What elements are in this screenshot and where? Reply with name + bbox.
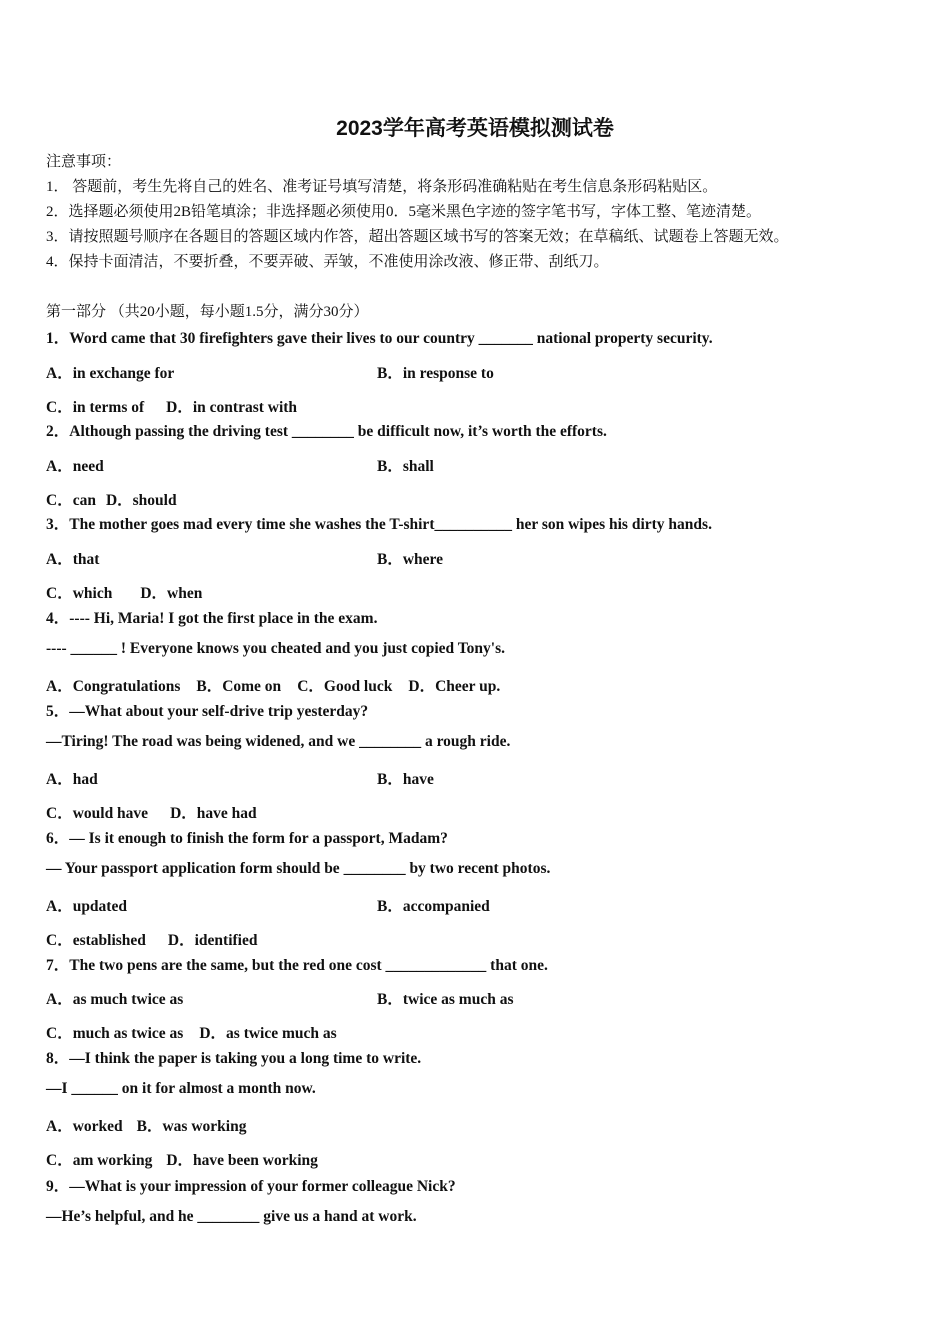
notice-item: 2．选择题必须使用2B铅笔填涂；非选择题必须使用0．5毫米黑色字迹的签字笔书写，字体工整、笔迹清楚。 (46, 204, 762, 220)
question-4-option-d: D．Cheer up. (408, 678, 501, 695)
notice-heading: 注意事项： (46, 154, 122, 170)
question-5-option-d: D．have had (170, 805, 257, 822)
question-2-stem: 2．Although passing the driving test ________ be difficult now, it’s worth the efforts. (46, 423, 607, 440)
question-6-option-c: C．established (46, 932, 146, 949)
part-heading: 第一部分 （共20小题，每小题1.5分，满分30分） (46, 304, 369, 320)
question-3-option-d: D．when (140, 585, 203, 602)
question-2-option-b: B．shall (377, 458, 434, 475)
question-5-stem: 5．—What about your self-drive trip yesterday? (46, 703, 369, 720)
question-6-option-d: D．identified (167, 932, 258, 949)
question-8-options-ab (46, 1114, 246, 1136)
question-8-stem: 8．—I think the paper is taking you a long time to write. (46, 1050, 422, 1067)
question-3-option-a: A．that (46, 551, 100, 568)
question-7-option-b: B．twice as much as (377, 991, 514, 1008)
question-5-option-a: A．had (46, 771, 98, 788)
question-9-stem-reply: —He’s helpful, and he ________ give us a hand at work. (46, 1208, 417, 1225)
question-2-option-d: D．should (105, 492, 177, 509)
notice-item: 1． 答题前，考生先将自己的姓名、准考证号填写清楚，将条形码准确粘贴在考生信息条形码粘贴区。 (46, 179, 718, 195)
question-5-stem-reply: —Tiring! The road was being widened, and we ________ a rough ride. (46, 733, 511, 750)
question-6-options-cd (46, 928, 257, 950)
question-4-stem-reply: ---- ______ ! Everyone knows you cheated and you just copied Tony's. (46, 640, 506, 657)
question-6-stem-reply: — Your passport application form should be ________ by two recent photos. (46, 860, 551, 877)
question-1-stem: 1．Word came that 30 firefighters gave their lives to our country _______ national property security. (46, 330, 713, 347)
question-2-options-cd (46, 488, 177, 510)
question-5-option-c: C．would have (46, 805, 149, 822)
question-4-option-c: C．Good luck (297, 678, 393, 695)
question-8-option-b: B．was working (136, 1118, 247, 1135)
question-3-option-c: C．which (46, 585, 113, 602)
question-2-option-c: C．can (46, 492, 96, 509)
question-8-stem-reply: —I ______ on it for almost a month now. (46, 1080, 316, 1097)
page-title: 2023学年高考英语模拟测试卷 (336, 117, 614, 140)
question-6-option-b: B．accompanied (377, 898, 490, 915)
question-6-option-a: A．updated (46, 898, 127, 915)
question-7-option-a: A．as much twice as (46, 991, 184, 1008)
question-7-option-c: C．much as twice as (46, 1025, 184, 1042)
question-4-stem: 4．---- Hi, Maria! I got the first place in the exam. (46, 610, 378, 627)
question-8-option-c: C．am working (46, 1152, 153, 1169)
question-4-option-b: B．Come on (196, 678, 282, 695)
notice-section (46, 150, 789, 275)
question-8-option-a: A．worked (46, 1118, 123, 1135)
question-7-option-d: D．as twice much as (199, 1025, 337, 1042)
notice-item: 4．保持卡面清洁，不要折叠，不要弄破、弄皱，不准使用涂改液、修正带、刮纸刀。 (46, 254, 609, 270)
notice-item: 3．请按照题号顺序在各题目的答题区域内作答，超出答题区域书写的答案无效；在草稿纸、试题卷上答题无效。 (46, 229, 789, 245)
question-1-option-d: D．in contrast with (166, 399, 298, 416)
question-4-options (46, 674, 500, 696)
question-8-options-cd (46, 1148, 318, 1170)
question-6-stem: 6．— Is it enough to finish the form for a passport, Madam? (46, 830, 448, 847)
question-7-options-cd (46, 1021, 337, 1043)
question-1-option-a: A．in exchange for (46, 365, 175, 382)
question-3-option-b: B．where (377, 551, 444, 568)
question-9-stem: 9．—What is your impression of your former colleague Nick? (46, 1178, 456, 1195)
question-2-option-a: A．need (46, 458, 104, 475)
question-5-options-cd (46, 801, 257, 823)
question-4-option-a: A．Congratulations (46, 678, 181, 695)
question-1-option-c: C．in terms of (46, 399, 145, 416)
question-1-options-cd (46, 395, 297, 417)
question-3-stem: 3．The mother goes mad every time she washes the T-shirt__________ her son wipes his dirty hands. (46, 516, 712, 533)
question-1-option-b: B．in response to (377, 365, 494, 382)
question-8-option-d: D．have been working (166, 1152, 318, 1169)
question-7-stem: 7．The two pens are the same, but the red one cost _____________ that one. (46, 957, 548, 974)
question-3-options-cd (46, 581, 202, 603)
question-5-option-b: B．have (377, 771, 434, 788)
